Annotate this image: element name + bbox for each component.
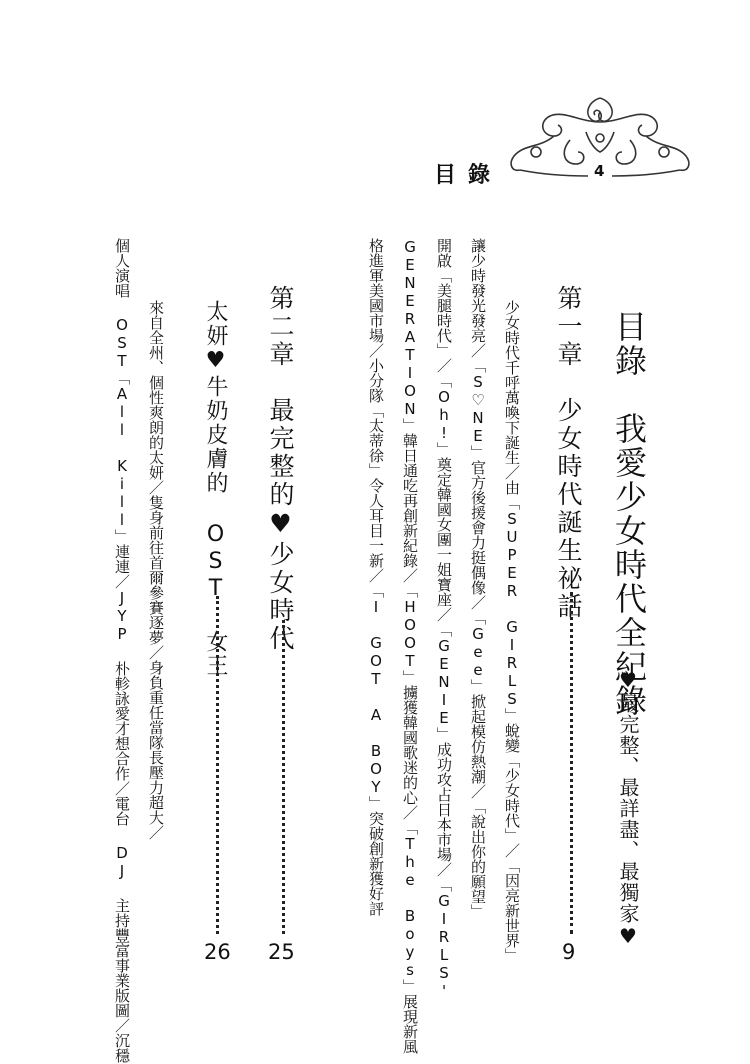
section-taeyeon-summary-line-1: 來自全州、個性爽朗的太妍／隻身前往首爾參賽逐夢／身負重任當隊長壓力超大／: [147, 300, 165, 840]
chapter-1-summary-line-3: 開啟「美腿時代」／「Oh!」奠定韓國女團一姐寶座／「GENIE」成功攻占日本市場／「GIRLS': [435, 238, 453, 1000]
chapter-2-heading: 第二章 最完整的♥少女時代: [266, 285, 295, 653]
chapter-1-page: 9: [562, 940, 576, 964]
chapter-1-summary-line-2: 讓少時發光發亮／「S♡NE」官方後援會力挺偶像／「Gee」掀起模仿熱潮／「說出你的願望」: [469, 238, 487, 919]
book-title: 目錄 我愛少女時代全紀錄: [610, 310, 648, 718]
book-subtitle: ♥最完整、最詳盡、最獨家♥: [616, 668, 640, 949]
chapter-1-leader-dots: [570, 592, 573, 934]
chapter-1-summary-line-1: 少女時代千呼萬喚下誕生／由「SUPER GIRLS」蛻變「少女時代」／「因亮新世界」: [503, 300, 521, 963]
header-page-number: 4: [594, 162, 605, 180]
chapter-2-page: 25: [268, 940, 295, 964]
header-title: 目錄: [434, 163, 503, 188]
section-taeyeon-leader-dots: [216, 596, 219, 934]
chapter-1-summary-line-4: GENERATION」韓日通吃再創新紀錄／「HOOT」擄獲韓國歌迷的心／「The Boys」展現新風: [401, 238, 419, 1054]
chapter-1-summary-line-5: 格進軍美國市場／小分隊「太蒂徐」令人耳目一新／「I GOT A BOY」突破創新獲好評: [367, 238, 385, 916]
section-taeyeon-page: 26: [204, 940, 231, 964]
section-taeyeon-title: 太妍♥牛奶皮膚的 OST 女王: [203, 300, 228, 678]
section-taeyeon-summary-line-2: 個人演唱 OST「All Kill」連連／JYP 朴軫詠愛才想合作／電台 DJ 主持豐富事業版圖／沉穩: [113, 238, 131, 1063]
chapter-2-leader-dots: [282, 620, 285, 934]
chapter-1-heading: 第一章 少女時代誕生祕話: [554, 285, 583, 621]
